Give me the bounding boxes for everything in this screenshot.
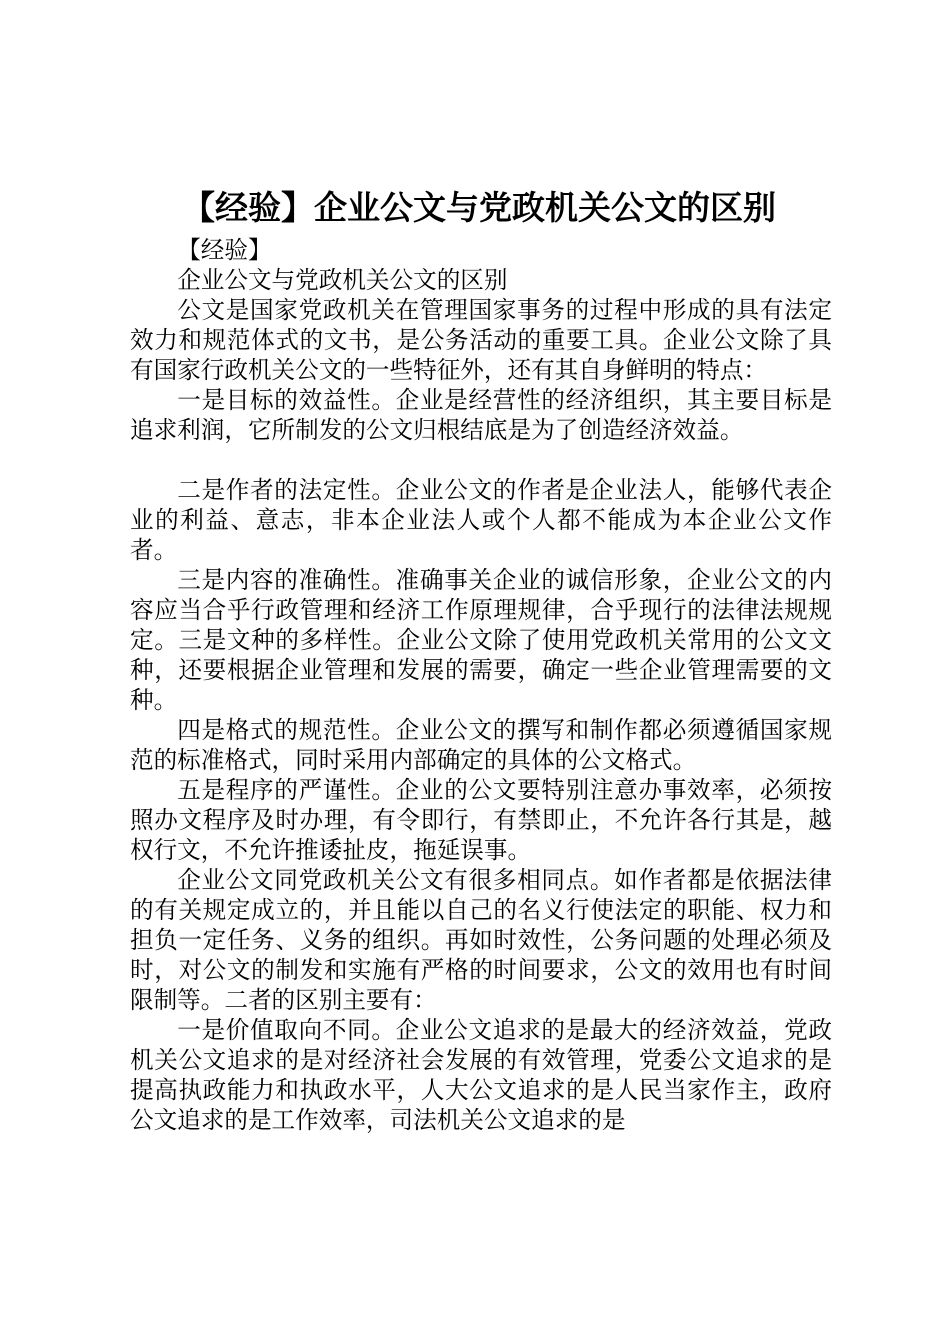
paragraph-point-2: 二是作者的法定性。企业公文的作者是企业法人，能够代表企业的利益、意志，非本企业法人或个人都不能成为本企业公文作者。 <box>130 476 832 564</box>
paragraph-intro: 公文是国家党政机关在管理国家事务的过程中形成的具有法定效力和规范体式的文书，是公务活动的重要工具。企业公文除了具有国家行政机关公文的一些特征外，还有其自身鲜明的特点： <box>130 296 832 384</box>
paragraph-point-1: 一是目标的效益性。企业是经营性的经济组织，其主要目标是追求利润，它所制发的公文归根结底是为了创造经济效益。 <box>130 386 832 444</box>
paragraph-point-3: 三是内容的准确性。准确事关企业的诚信形象，企业公文的内容应当合乎行政管理和经济工作原理规律，合乎现行的法律法规规定。三是文种的多样性。企业公文除了使用党政机关常用的公文文种，还要根据企业管理和发展的需要，确定一些企业管理需要的文种。 <box>130 566 832 714</box>
document-title: 【经验】企业公文与党政机关公文的区别 <box>182 188 776 227</box>
paragraph-difference-1: 一是价值取向不同。企业公文追求的是最大的经济效益，党政机关公文追求的是对经济社会发展的有效管理，党委公文追求的是提高执政能力和执政水平，人大公文追求的是人民当家作主，政府公文追求的是工作效率，司法机关公文追求的是 <box>130 1016 832 1134</box>
paragraph-point-5: 五是程序的严谨性。企业的公文要特别注意办事效率，必须按照办文程序及时办理，有令即行，有禁即止，不允许各行其是，越权行文，不允许推诿扯皮，拖延误事。 <box>130 776 832 864</box>
document-body <box>130 235 832 1135</box>
paragraph-subtitle: 企业公文与党政机关公文的区别 <box>177 266 508 294</box>
paragraph-tag: 【经验】 <box>177 236 272 264</box>
paragraph-point-4: 四是格式的规范性。企业公文的撰写和制作都必须遵循国家规范的标准格式，同时采用内部确定的具体的公文格式。 <box>130 716 832 774</box>
paragraph-similarities: 企业公文同党政机关公文有很多相同点。如作者都是依据法律的有关规定成立的，并且能以自己的名义行使法定的职能、权力和担负一定任务、义务的组织。再如时效性，公务问题的处理必须及时，对公文的制发和实施有严格的时间要求，公文的效用也有时间限制等。二者的区别主要有： <box>130 866 832 1014</box>
